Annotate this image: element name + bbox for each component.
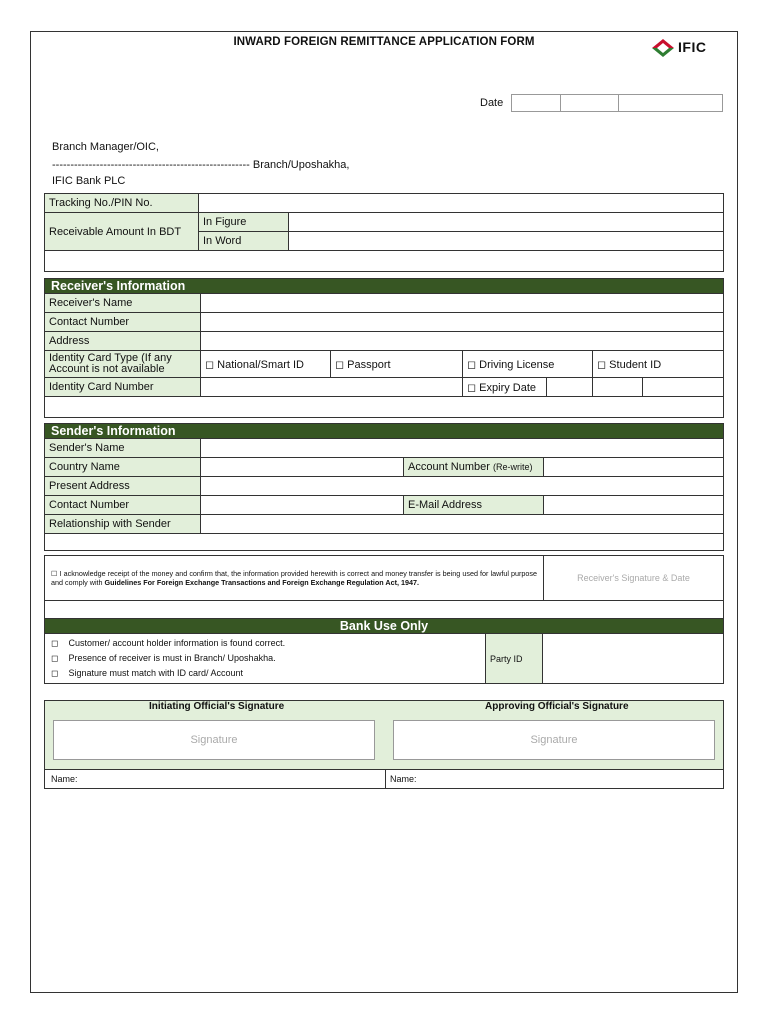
receiver-name-label: Receiver's Name — [45, 294, 201, 313]
id-number-input[interactable] — [201, 378, 463, 397]
present-address-label: Present Address — [45, 477, 201, 496]
receiver-address-input[interactable] — [201, 332, 724, 351]
in-figure-label: In Figure — [199, 213, 289, 232]
tracking-label: Tracking No./PIN No. — [45, 194, 199, 213]
bank-check-item-2[interactable]: ◻ Presence of receiver is must in Branch/ Uposhakha. — [51, 653, 276, 663]
sender-header: Sender's Information — [45, 424, 724, 439]
ack-table — [44, 555, 724, 622]
relationship-label: Relationship with Sender — [45, 515, 201, 534]
in-word-label: In Word — [199, 232, 289, 251]
ific-logo — [650, 37, 730, 59]
approving-signature-label: Approving Official's Signature — [485, 701, 629, 712]
account-number-input[interactable] — [544, 458, 724, 477]
sender-contact-input[interactable] — [201, 496, 404, 515]
amount-label: Receivable Amount In BDT — [45, 213, 199, 251]
spacer-row — [45, 397, 724, 418]
country-input[interactable] — [201, 458, 404, 477]
in-figure-input[interactable] — [289, 213, 724, 232]
party-id-input[interactable] — [543, 634, 724, 684]
signature-section — [44, 700, 724, 770]
sender-name-input[interactable] — [201, 439, 724, 458]
spacer-row — [45, 251, 724, 272]
ific-logo-icon — [650, 37, 678, 59]
expiry-date-checkbox[interactable]: ◻ Expiry Date — [463, 378, 547, 397]
address-line-1: Branch Manager/OIC, — [52, 141, 159, 153]
receiver-address-label: Address — [45, 332, 201, 351]
bank-use-header: Bank Use Only — [45, 619, 724, 634]
tracking-input[interactable] — [199, 194, 724, 213]
initiating-signature-label: Initiating Official's Signature — [149, 701, 285, 712]
name-row — [44, 770, 724, 789]
id-option-passport[interactable]: ◻ Passport — [331, 351, 463, 378]
date-month-box[interactable] — [561, 95, 619, 111]
expiry-year-box[interactable] — [643, 378, 724, 397]
receiver-signature-box[interactable]: Receiver's Signature & Date — [544, 556, 724, 601]
id-option-student[interactable]: ◻ Student ID — [593, 351, 724, 378]
expiry-month-box[interactable] — [593, 378, 643, 397]
account-number-label: Account Number (Re-write) — [404, 458, 544, 477]
address-line-3: IFIC Bank PLC — [52, 175, 126, 187]
bank-check-item-3[interactable]: ◻ Signature must match with ID card/ Account — [51, 668, 244, 678]
spacer-row — [45, 534, 724, 551]
id-option-nid[interactable]: ◻ National/Smart ID — [201, 351, 331, 378]
party-id-label: Party ID — [486, 634, 543, 684]
amount-table — [44, 193, 724, 272]
ack-text[interactable]: ☐ I acknowledge receipt of the money and confirm that, the information provided herewith is correct and money transfer is being used for lawful purpose and comply with Guidelines For Foreign Exchange Transactions and Foreign Exchange Regulation Act, 1947. — [45, 556, 544, 601]
id-type-label: Identity Card Type (If any Account is not available — [45, 351, 201, 378]
sender-table — [44, 423, 724, 551]
sender-name-label: Sender's Name — [45, 439, 201, 458]
in-word-input[interactable] — [289, 232, 724, 251]
email-input[interactable] — [544, 496, 724, 515]
bank-use-table — [44, 618, 724, 684]
receiver-name-input[interactable] — [201, 294, 724, 313]
address-line-2: ------------------------------------------------------ Branch/Uposhakha, — [52, 159, 350, 171]
date-field[interactable] — [511, 94, 723, 112]
receiver-contact-label: Contact Number — [45, 313, 201, 332]
id-option-driving[interactable]: ◻ Driving License — [463, 351, 593, 378]
bank-checklist — [45, 634, 486, 684]
present-address-input[interactable] — [201, 477, 724, 496]
id-number-label: Identity Card Number — [45, 378, 201, 397]
initiating-name-label[interactable]: Name: — [51, 774, 78, 784]
bank-check-item-1[interactable]: ◻ Customer/ account holder information is found correct. — [51, 638, 286, 648]
receiver-contact-input[interactable] — [201, 313, 724, 332]
relationship-input[interactable] — [201, 515, 724, 534]
email-label: E-Mail Address — [404, 496, 544, 515]
expiry-day-box[interactable] — [547, 378, 593, 397]
receiver-table — [44, 278, 724, 418]
date-day-box[interactable] — [512, 95, 561, 111]
approving-signature-box[interactable]: Signature — [393, 720, 715, 760]
initiating-signature-box[interactable]: Signature — [53, 720, 375, 760]
date-label: Date — [480, 97, 504, 109]
form-title: INWARD FOREIGN REMITTANCE APPLICATION FORM — [233, 36, 535, 48]
logo-text: IFIC — [678, 39, 707, 55]
approving-name-label[interactable]: Name: — [385, 770, 417, 788]
receiver-header: Receiver's Information — [45, 279, 724, 294]
country-label: Country Name — [45, 458, 201, 477]
sender-contact-label: Contact Number — [45, 496, 201, 515]
date-year-box[interactable] — [619, 95, 722, 111]
